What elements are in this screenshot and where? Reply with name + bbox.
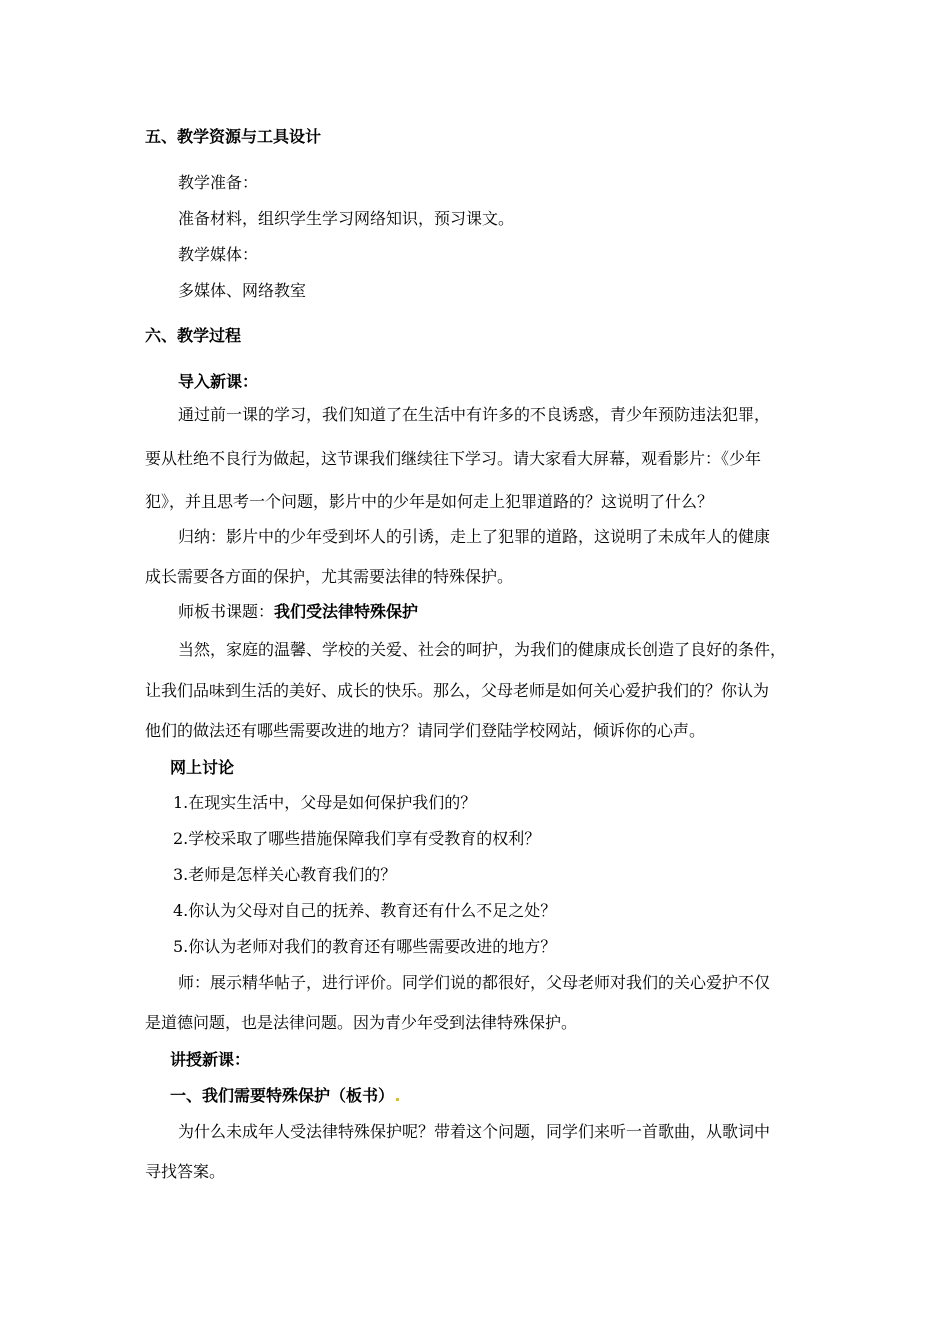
media-label: 教学媒体： — [178, 245, 259, 264]
decorative-dot — [396, 1098, 399, 1101]
part-1-heading-text: 一、我们需要特殊保护（板书） — [170, 1086, 395, 1105]
question-4: 4.你认为父母对自己的抚养、教育还有什么不足之处？ — [173, 901, 557, 920]
section-5-heading: 五、教学资源与工具设计 — [145, 127, 322, 146]
intro-paragraph-line-3: 犯》，并且思考一个问题，影片中的少年是如何走上犯罪道路的？这说明了什么？ — [145, 492, 714, 511]
question-2: 2.学校采取了哪些措施保障我们享有受教育的权利？ — [173, 829, 541, 848]
prep-text: 准备材料，组织学生学习网络知识，预习课文。 — [178, 209, 515, 228]
part-1-line-2: 寻找答案。 — [145, 1162, 226, 1181]
question-3: 3.老师是怎样关心教育我们的？ — [173, 865, 397, 884]
paragraph-2-line-3: 他们的做法还有哪些需要改进的地方？请同学们登陆学校网站，倾诉你的心声。 — [145, 721, 706, 740]
discussion-label: 网上讨论 — [170, 758, 235, 777]
board-title: 我们受法律特殊保护 — [274, 602, 419, 621]
question-1: 1.在现实生活中，父母是如何保护我们的？ — [173, 793, 477, 812]
summary-line-1: 归纳：影片中的少年受到坏人的引诱，走上了犯罪的道路，这说明了未成年人的健康 — [178, 527, 771, 546]
intro-paragraph-line-2: 要从杜绝不良行为做起，这节课我们继续往下学习。请大家看大屏幕，观看影片：《少年 — [145, 449, 762, 468]
media-text: 多媒体、网络教室 — [178, 281, 307, 300]
board-topic — [178, 601, 418, 623]
paragraph-2-line-1: 当然，家庭的温馨、学校的关爱、社会的呵护，为我们的健康成长创造了良好的条件， — [178, 640, 787, 659]
part-1-line-1: 为什么未成年人受法律特殊保护呢？带着这个问题，同学们来听一首歌曲，从歌词中 — [178, 1122, 771, 1141]
question-5: 5.你认为老师对我们的教育还有哪些需要改进的地方？ — [173, 937, 557, 956]
intro-paragraph-line-1: 通过前一课的学习，我们知道了在生活中有许多的不良诱惑，青少年预防违法犯罪， — [178, 405, 771, 424]
teacher-comment-line-1: 师：展示精华帖子，进行评价。同学们说的都很好，父母老师对我们的关心爱护不仅 — [178, 973, 771, 992]
paragraph-2-line-2: 让我们品味到生活的美好、成长的快乐。那么，父母老师是如何关心爱护我们的？你认为 — [145, 681, 770, 700]
lecture-label: 讲授新课： — [170, 1050, 251, 1069]
summary-line-2: 成长需要各方面的保护，尤其需要法律的特殊保护。 — [145, 567, 514, 586]
teacher-comment-line-2: 是道德问题，也是法律问题。因为青少年受到法律特殊保护。 — [145, 1013, 578, 1032]
part-1-heading — [170, 1085, 399, 1107]
intro-label: 导入新课： — [178, 372, 259, 391]
prep-label: 教学准备： — [178, 173, 259, 192]
board-prefix: 师板书课题： — [178, 602, 275, 621]
section-6-heading: 六、教学过程 — [145, 326, 242, 345]
